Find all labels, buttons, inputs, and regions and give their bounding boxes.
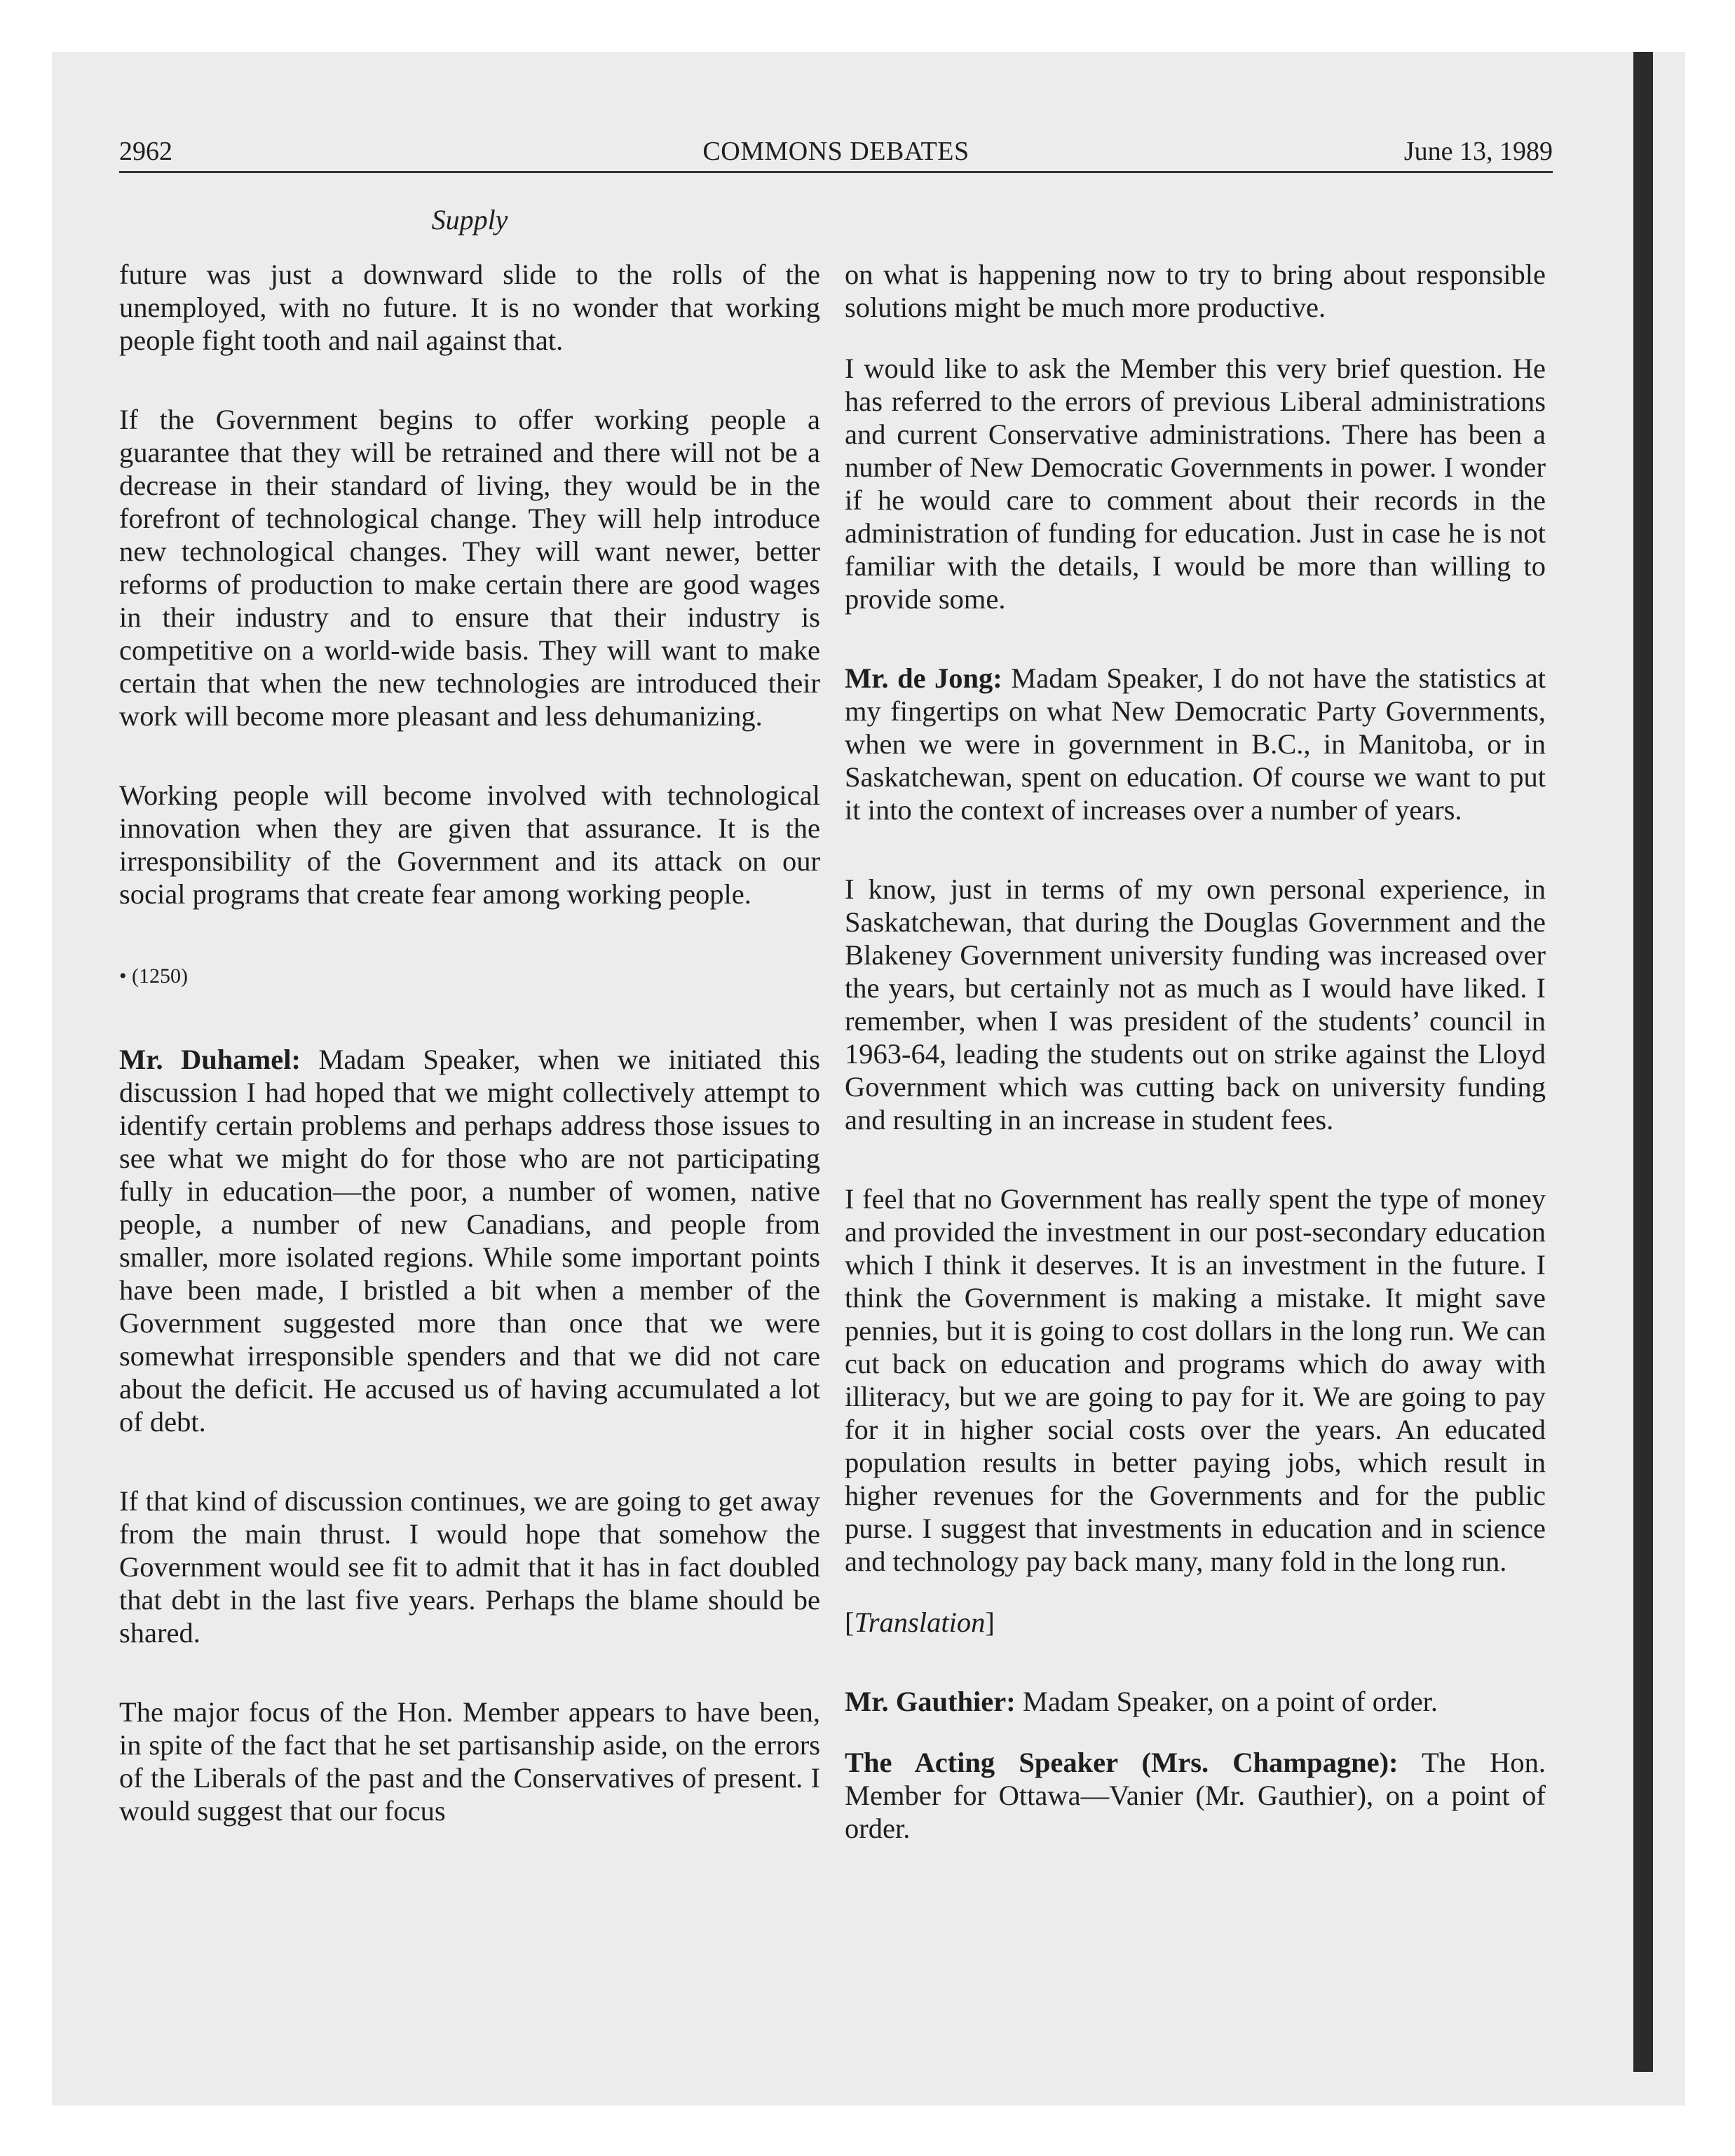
paragraph: If that kind of discussion continues, we are going to get away from the main thrust. I would hope that somehow the Government would see fit to admit that it has in fact doubled that debt in the last five years. Perhaps the blame should be shared. [119, 1485, 820, 1649]
paragraph: Working people will become involved with technological innovation when they are given that assurance. It is the irresponsibility of the Government and its attack on our social programs that create fear among working people. [119, 779, 820, 910]
paragraph: If the Government begins to offer working people a guarantee that they will be retrained and there will not be a decrease in their standard of living, they would be in the forefront of technological change. They will help introduce new technological changes. They will want newer, better reforms of production to make certain there are good wages in their industry and to ensure that their industry is competitive on a world-wide basis. They will want to make certain that when the new technologies are introduced their work will become more pleasant and less dehumanizing. [119, 404, 820, 732]
speech-paragraph [845, 662, 1546, 826]
paragraph: I know, just in terms of my own personal experience, in Saskatchewan, that during the Douglas Government and the Blakeney Government university funding was increased over the years, but certainly not as much as I would have liked. I remember, when I was president of the students’ council in 1963-64, leading the students out on strike against the Lloyd Government which was cutting back on university funding and resulting in an increase in student fees. [845, 873, 1546, 1135]
speech-paragraph [845, 1685, 1546, 1718]
time-marker: • (1250) [119, 964, 188, 988]
speaker-name: Mr. Duhamel: [119, 1044, 301, 1075]
translation-label: Translation [854, 1606, 986, 1638]
speaker-name: The Acting Speaker (Mrs. Champagne): [845, 1747, 1399, 1778]
paragraph: I would like to ask the Member this very brief question. He has referred to the errors of previous Liberal administrations and current Conservative administrations. There has been a number of New Democratic Governments in power. I wonder if he would care to comment about their records in the administration of funding for education. Just in case he is not familiar with the details, I would be more than willing to provide some. [845, 353, 1546, 615]
speech-text: The Hon. Member for Ottawa—Vanier (Mr. Gauthier), on a point of order. [845, 1747, 1546, 1844]
speaker-name: Mr. Gauthier: [845, 1686, 1016, 1717]
paragraph: The major focus of the Hon. Member appears to have been, in spite of the fact that he set partisanship aside, on the errors of the Liberals of the past and the Conservatives of present. I would suggest that our focus [119, 1696, 820, 1827]
right-column [845, 258, 1546, 1845]
speech-text: Madam Speaker, when we initiated this discussion I had hoped that we might collectively attempt to identify certain problems and perhaps address those issues to see what we might do for those who are not participating fully in education—the poor, a number of women, native people, a number of new Canadians, and people from smaller, more isolated regions. While some important points have been made, I bristled a bit when a member of the Government suggested more than once that we were somewhat irresponsible spenders and that we did not care about the deficit. He accused us of having accumulated a lot of debt. [119, 1044, 820, 1438]
section-title: Supply [431, 204, 508, 236]
left-column [119, 258, 820, 1827]
speaker-name: Mr. de Jong: [845, 662, 1002, 694]
speech-text: Madam Speaker, I do not have the statistics at my fingertips on what New Democratic Party Governments, when we were in government in B.C., in Manitoba, or in Saskatchewan, spent on education. Of course we want to put it into the context of increases over a number of years. [845, 662, 1546, 826]
speech-paragraph [845, 1746, 1546, 1845]
translation-marker: [Translation] [845, 1606, 995, 1638]
speech-paragraph [119, 1043, 820, 1438]
page-header [119, 132, 1553, 173]
page-number: 2962 [119, 137, 172, 166]
header-date: June 13, 1989 [1403, 137, 1553, 166]
paragraph: I feel that no Government has really spent the type of money and provided the investment in our post-secondary education which I think it deserves. It is an investment in the future. I think the Government is making a mistake. It might save pennies, but it is going to cost dollars in the long run. We can cut back on education and programs which do away with illiteracy, but we are going to pay for it. We are going to pay for it in higher social costs over the years. An educated population results in better paying jobs, which result in higher revenues for the Governments and for the public purse. I suggest that investments in education and in science and technology pay back many, many fold in the long run. [845, 1183, 1546, 1577]
paragraph: on what is happening now to try to bring about responsible solutions might be much more productive. [845, 259, 1546, 323]
speech-text: Madam Speaker, on a point of order. [1015, 1686, 1438, 1717]
publication-title: COMMONS DEBATES [702, 137, 969, 166]
scan-edge-shadow [1633, 52, 1653, 2072]
paragraph: future was just a downward slide to the rolls of the unemployed, with no future. It is no wonder that working people fight tooth and nail against that. [119, 259, 820, 356]
